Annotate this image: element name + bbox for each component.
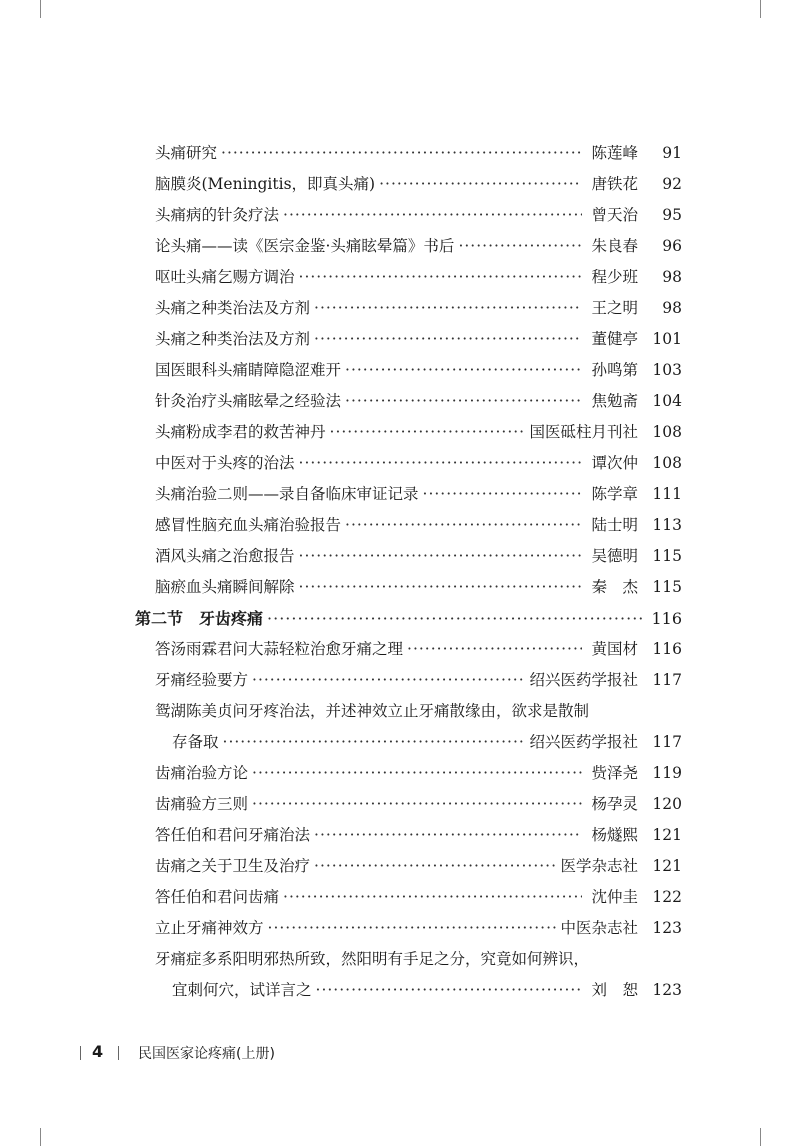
leader-dots (299, 572, 582, 603)
page-footer (0, 1040, 800, 1066)
toc-entry (155, 789, 682, 820)
entry-title: 国医眼科头痛睛障隐涩难开 (155, 361, 342, 379)
entry-author: 谭次仲 (591, 454, 638, 472)
leader-dots (221, 138, 582, 169)
entry-title: 答任伯和君问齿痛 (155, 888, 280, 906)
entry-title: 头痛治验二则——录自备临床审证记录 (155, 485, 419, 503)
entry-title: 感冒性脑充血头痛治验报告 (155, 516, 342, 534)
entry-author: 吴德明 (591, 547, 638, 565)
leader-dots (345, 510, 582, 541)
toc-entry (155, 169, 682, 200)
leader-dots (268, 913, 557, 944)
leader-dots (252, 665, 525, 696)
leader-dots (330, 417, 526, 448)
entry-page: 108 (652, 423, 682, 441)
entry-page: 120 (652, 795, 682, 813)
entry-title: 齿痛验方三则 (155, 795, 249, 813)
leader-dots (345, 386, 582, 417)
entry-author: 王之明 (591, 299, 638, 317)
toc-entry (172, 727, 682, 758)
entry-author: 绍兴医药学报社 (529, 733, 638, 751)
entry-title: 脑瘀血头痛瞬间解除 (155, 578, 295, 596)
entry-page: 103 (652, 361, 682, 379)
leader-dots (379, 169, 582, 200)
leader-dots (314, 820, 582, 851)
entry-title: 头痛粉成李君的救苦神丹 (155, 423, 326, 441)
entry-title-line1: 鸳湖陈美贞问牙疼治法，并述神效立止牙痛散缘由，欲求是散制 (155, 702, 590, 720)
leader-dots (316, 975, 582, 1006)
leader-dots (252, 758, 582, 789)
entry-author: 孙鸣第 (591, 361, 638, 379)
section-heading (135, 603, 682, 634)
entry-author: 黄国材 (591, 640, 638, 658)
crop-mark-bottom-left (40, 1128, 41, 1146)
entry-page: 123 (652, 981, 682, 999)
entry-page: 95 (662, 206, 682, 224)
toc-entry (155, 634, 682, 665)
entry-title: 论头痛——读《医宗金鉴·头痛眩晕篇》书后 (155, 237, 455, 255)
entry-page: 119 (652, 764, 682, 782)
leader-dots (314, 324, 582, 355)
entry-author: 中医杂志社 (560, 919, 638, 937)
entry-author: 焦勉斋 (591, 392, 638, 410)
toc-entry (172, 975, 682, 1006)
entry-page: 91 (662, 144, 682, 162)
toc-entry (155, 138, 682, 169)
leader-dots (299, 448, 582, 479)
footer-divider-left (80, 1046, 81, 1060)
entry-page: 92 (662, 175, 682, 193)
leader-dots (407, 634, 582, 665)
entry-page: 117 (652, 733, 682, 751)
entry-page: 98 (662, 299, 682, 317)
leader-dots (283, 200, 582, 231)
crop-mark-bottom-right (760, 1128, 761, 1146)
toc-entry (155, 231, 682, 262)
entry-author: 杨孕灵 (591, 795, 638, 813)
footer-divider-right (118, 1046, 119, 1060)
toc-entry (155, 913, 682, 944)
toc-entry (155, 758, 682, 789)
leader-dots (283, 882, 582, 913)
entry-page: 101 (652, 330, 682, 348)
leader-dots (423, 479, 582, 510)
entry-title: 头痛之种类治法及方剂 (155, 299, 311, 317)
entry-page: 123 (652, 919, 682, 937)
leader-dots (314, 293, 582, 324)
toc-entry (155, 510, 682, 541)
entry-title: 头痛研究 (155, 144, 218, 162)
entry-title: 牙痛经验要方 (155, 671, 249, 689)
section-number: 第二节 (135, 609, 184, 628)
entry-page: 108 (652, 454, 682, 472)
entry-author: 陈学章 (591, 485, 638, 503)
entry-title-line2: 宜刺何穴，试详言之 (172, 981, 312, 999)
entry-page: 96 (662, 237, 682, 255)
toc-entry (155, 448, 682, 479)
entry-page: 98 (662, 268, 682, 286)
leader-dots (345, 355, 582, 386)
entry-title: 酒风头痛之治愈报告 (155, 547, 295, 565)
toc-entry (155, 417, 682, 448)
entry-title: 针灸治疗头痛眩晕之经验法 (155, 392, 342, 410)
entry-title-line2: 存备取 (172, 733, 219, 751)
section-name: 牙齿疼痛 (199, 609, 264, 628)
entry-title: 脑膜炎(Meningitis，即真头痛) (155, 175, 376, 193)
toc-entry (155, 572, 682, 603)
entry-page: 113 (652, 516, 682, 534)
leader-dots (314, 851, 556, 882)
toc-entry (155, 262, 682, 293)
toc-entry (155, 355, 682, 386)
entry-author: 国医砥柱月刊社 (529, 423, 638, 441)
toc-entry (155, 324, 682, 355)
entry-author: 秦 杰 (591, 578, 638, 596)
entry-title: 齿痛治验方论 (155, 764, 249, 782)
entry-title: 中医对于头疼的治法 (155, 454, 295, 472)
entry-author: 唐铁花 (591, 175, 638, 193)
section-title (135, 603, 263, 634)
entry-author: 董健亭 (591, 330, 638, 348)
leader-dots (223, 727, 526, 758)
entry-page: 115 (652, 547, 682, 565)
entry-author: 朱良春 (591, 237, 638, 255)
entry-page: 121 (652, 826, 682, 844)
entry-page: 117 (652, 671, 682, 689)
entry-page: 111 (652, 485, 682, 503)
toc-entry (155, 851, 682, 882)
entry-title: 头痛病的针灸疗法 (155, 206, 280, 224)
entry-page: 104 (652, 392, 682, 410)
entry-author: 沈仲圭 (591, 888, 638, 906)
leader-dots (299, 262, 582, 293)
toc-entry (155, 479, 682, 510)
crop-mark-top-right (760, 0, 761, 18)
entry-author: 刘 恕 (591, 981, 638, 999)
entry-title: 齿痛之关于卫生及治疗 (155, 857, 311, 875)
entry-title: 答任伯和君问牙痛治法 (155, 826, 311, 844)
page-number: 4 (92, 1042, 104, 1061)
entry-author: 绍兴医药学报社 (529, 671, 638, 689)
toc-entry (155, 882, 682, 913)
entry-author: 杨燧熙 (591, 826, 638, 844)
entry-title-line1: 牙痛症多系阳明邪热所致，然阳明有手足之分，究竟如何辨识， (155, 950, 590, 968)
entry-author: 赀泽尧 (591, 764, 638, 782)
leader-dots (458, 231, 582, 262)
toc-entry (155, 665, 682, 696)
toc-entry (155, 293, 682, 324)
entry-author: 医学杂志社 (560, 857, 638, 875)
entry-title: 答汤雨霖君问大蒜轻粒治愈牙痛之理 (155, 640, 404, 658)
book-title: 民国医家论疼痛(上册) (138, 1046, 275, 1062)
toc-entry (155, 200, 682, 231)
entry-author: 程少班 (591, 268, 638, 286)
entry-page: 122 (652, 888, 682, 906)
entry-page: 115 (652, 578, 682, 596)
leader-dots (267, 603, 644, 634)
entry-title: 头痛之种类治法及方剂 (155, 330, 311, 348)
entry-author: 曾天治 (591, 206, 638, 224)
toc-entry (155, 386, 682, 417)
entry-page: 121 (652, 857, 682, 875)
entry-title: 呕吐头痛乞赐方调治 (155, 268, 295, 286)
entry-author: 陈莲峰 (591, 144, 638, 162)
entry-title: 立止牙痛神效方 (155, 919, 264, 937)
entry-page: 116 (652, 640, 682, 658)
toc-entry (155, 541, 682, 572)
leader-dots (299, 541, 582, 572)
leader-dots (252, 789, 582, 820)
entry-author: 陆士明 (591, 516, 638, 534)
toc-entry (155, 820, 682, 851)
section-page: 116 (651, 609, 682, 628)
crop-mark-top-left (40, 0, 41, 18)
